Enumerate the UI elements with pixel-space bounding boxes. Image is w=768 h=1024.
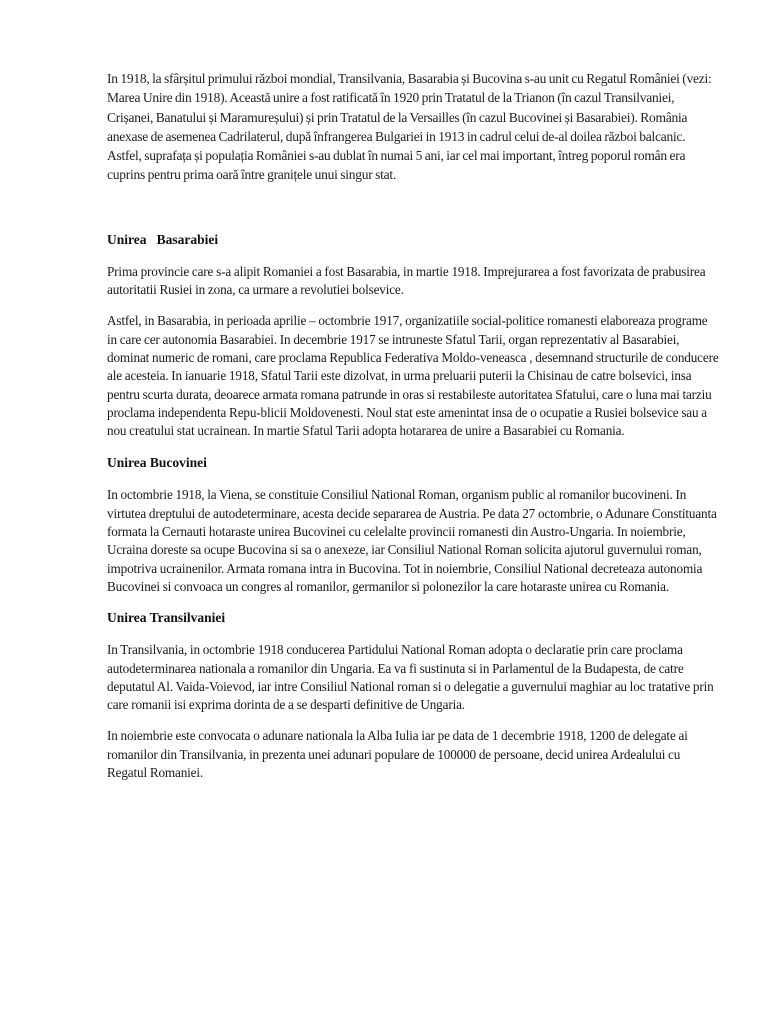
heading-unirea-basarabiei: Unirea Basarabiei (107, 231, 219, 247)
basarabia-paragraph-1: Prima provincie care s-a alipit Romaniei a fost Basarabia, in martie 1918. Imprejurarea a fost favorizata de prabusirea autoritatii Rusiei in zona, ca urmare a revolutiei bolsevice. (107, 263, 706, 298)
heading-unirea-bucovinei: Unirea Bucovinei (107, 455, 207, 471)
transilvania-paragraph-2: In noiembrie este convocata o adunare nationala la Alba Iulia iar pe data de 1 decembrie 1918, 1200 de delegate ai romanilor din Transilvania, in prezenta unei adunari populare de 100000 de persoane, decid unirea Ardealului cu Regatul Romaniei. (107, 728, 688, 781)
heading-unirea-transilvaniei: Unirea Transilvaniei (107, 610, 226, 626)
transilvania-paragraph-1: In Transilvania, in octombrie 1918 conducerea Partidului National Roman adopta o declaratie prin care proclama autodeterminarea nationala a romanilor din Ungaria. Ea va fi sustinuta si in Parlamentul de la Budapesta, de catre deputatul Al. Vaida-Voievod, iar intre Consiliul National roman si o delegatie a guvernului maghiar au loc tratative prin care romanii isi exprima dorinta de a se desparti definitive de Ungaria. (107, 642, 714, 713)
bucovina-paragraph-1: In octombrie 1918, la Viena, se constituie Consiliul National Roman, organism public al romanilor bucovineni. In virtutea dreptului de autodeterminare, acesta decide separarea de Austria. Pe data 27 octombrie, o Adunare Constituanta formata la Cernauti hotaraste unirea Bucovinei cu celelalte provincii romanesti din Austro-Ungaria. In noiembrie, Ucraina doreste sa ocupe Bucovina si sa o anexeze, iar Consiliul National Roman solicita ajutorul guvernului roman, impotriva ucrainenilor. Armata romana intra in Bucovina. Tot in noiembrie, Consiliul National decreteaza autonomia Bucovinei si convoaca un congres al romanilor, germanilor si polonezilor la care hotaraste unirea cu Romania. (107, 487, 717, 594)
basarabia-paragraph-2: Astfel, in Basarabia, in perioada aprilie – octombrie 1917, organizatiile social-politice romanesti elaboreaza programe in care cer autonomia Basarabiei. In decembrie 1917 se intruneste Sfatul Tarii, organ reprezentativ al Basarabiei, dominat numeric de romani, care proclama Republica Federativa Moldo-veneasca , desemnand structurile de conducere ale acesteia. In ianuarie 1918, Sfatul Tarii este dizolvat, in urma preluarii puterii la Chisinau de catre bolsevici, insa pentru scurta durata, deoarece armata romana patrunde in oras si restabileste autoritatea Sfatului, care o luna mai tarziu proclama independenta Repu-blicii Moldovenesti. Noul stat este amenintat insa de o ocupatie a Rusiei bolsevice sau a nou creatului stat ucrainean. In martie Sfatul Tarii adopta hotararea de unire a Basarabiei cu Romania. (107, 313, 719, 439)
intro-paragraph: In 1918, la sfârșitul primului război mondial, Transilvania, Basarabia și Bucovina s-au unit cu Regatul României (vezi: Marea Unire din 1918). Această unire a fost ratificată în 1920 prin Tratatul de la Trianon (în cazul Transilvaniei, Crișanei, Banatului și Maramureșului) și prin Tratatul de la Versailles (în cazul Bucovinei și Basarabiei). România anexase de asemenea Cadrilaterul, după înfrangerea Bulgariei in 1913 in cadrul celui de-al doilea război balcanic. Astfel, suprafața și populația României s-au dublat în numai 5 ani, iar cel mai important, întreg poporul român era cuprins pentru prima oară între granițele unui singur stat. (107, 71, 712, 183)
document-page (107, 69, 719, 782)
